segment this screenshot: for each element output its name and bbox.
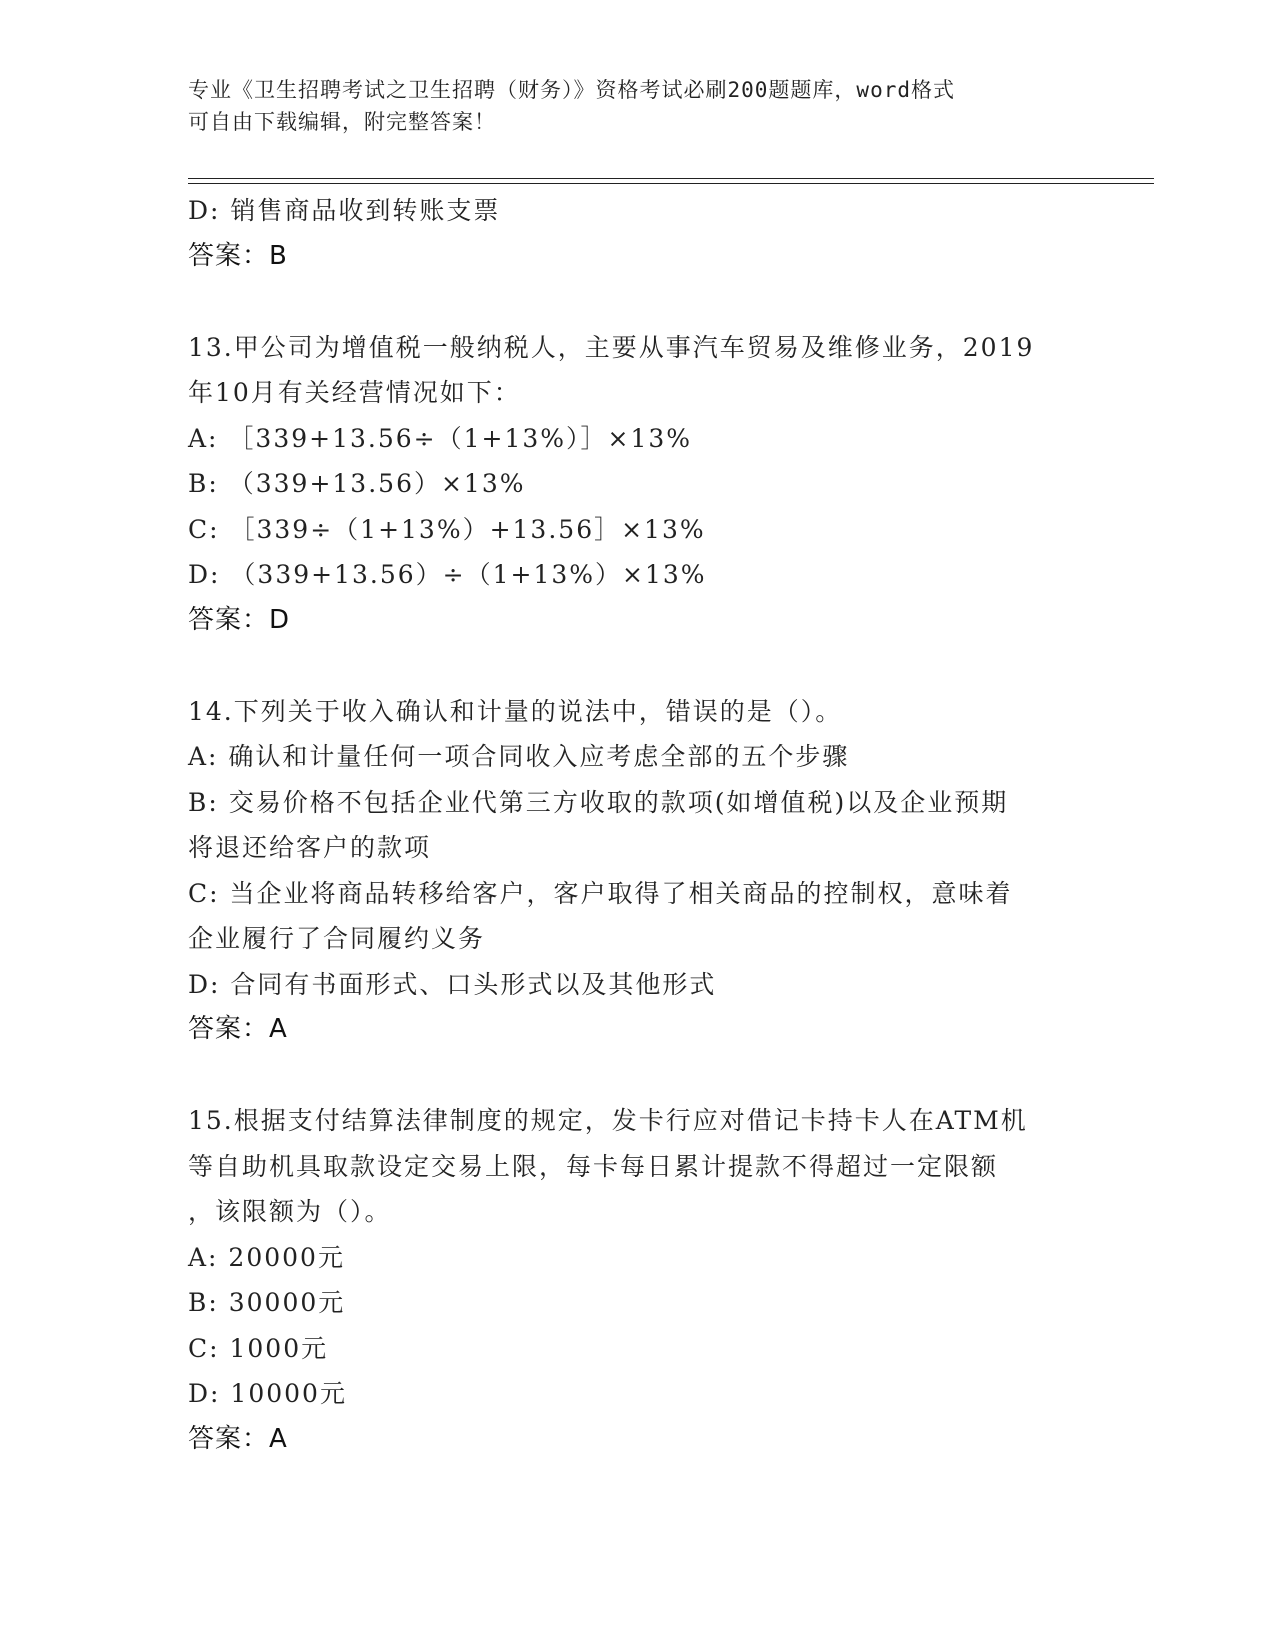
q14-stem: 14.下列关于收入确认和计量的说法中，错误的是（）。 <box>188 696 843 726</box>
q15-option-a: A: 20000元 <box>188 1242 345 1272</box>
q14-option-a: A: 确认和计量任何一项合同收入应考虑全部的五个步骤 <box>188 742 850 771</box>
spacer <box>188 643 1088 689</box>
q15-stem-line-1: 15.根据支付结算法律制度的规定，发卡行应对借记卡持卡人在ATM机 <box>188 1106 1028 1135</box>
q13-answer: 答案：D <box>188 604 291 635</box>
q15-option-c: C: 1000元 <box>188 1333 329 1363</box>
prev-answer: 答案：B <box>188 240 288 271</box>
q13-stem-line-2: 年10月有关经营情况如下： <box>188 378 521 407</box>
q14-option-b-line-2: 将退还给客户的款项 <box>188 833 432 862</box>
header-divider-bottom <box>188 183 1154 184</box>
spacer <box>188 279 1088 325</box>
q14-option-c-line-1: C: 当企业将商品转移给客户，客户取得了相关商品的控制权，意味着 <box>188 878 1013 908</box>
q14-option-b-line-1: B: 交易价格不包括企业代第三方收取的款项(如增值税)以及企业预期 <box>188 787 1009 817</box>
q15-stem-line-3: ，该限额为（）。 <box>188 1197 392 1226</box>
q15-option-d: D: 10000元 <box>188 1379 347 1408</box>
q13-stem-line-1: 13.甲公司为增值税一般纳税人，主要从事汽车贸易及维修业务，2019 <box>188 332 1035 362</box>
q13-option-b: B: （339+13.56）×13% <box>188 469 526 498</box>
q13-option-d: D: （339+13.56）÷（1+13%）×13% <box>188 560 707 589</box>
prev-option-d: D: 销售商品收到转账支票 <box>188 196 501 225</box>
document-header <box>188 74 1068 138</box>
header-line-1: 专业《卫生招聘考试之卫生招聘（财务）》资格考试必刷200题题库，word格式 <box>188 78 955 102</box>
q15-option-b: B: 30000元 <box>188 1288 346 1317</box>
q14-answer: 答案：A <box>188 1014 288 1044</box>
q13-option-c: C: ［339÷（1+13%）+13.56］×13% <box>188 514 706 544</box>
q15-answer: 答案：A <box>188 1423 288 1454</box>
header-divider-top <box>188 178 1154 179</box>
q13-option-a: A: ［339+13.56÷（1+13%）］×13% <box>188 423 693 453</box>
spacer <box>188 1053 1088 1099</box>
header-line-2: 可自由下载编辑，附完整答案！ <box>188 110 496 134</box>
question-content <box>188 188 1088 1462</box>
q14-option-c-line-2: 企业履行了合同履约义务 <box>188 924 486 953</box>
q14-option-d: D: 合同有书面形式、口头形式以及其他形式 <box>188 969 717 999</box>
q15-stem-line-2: 等自助机具取款设定交易上限，每卡每日累计提款不得超过一定限额 <box>188 1151 999 1181</box>
